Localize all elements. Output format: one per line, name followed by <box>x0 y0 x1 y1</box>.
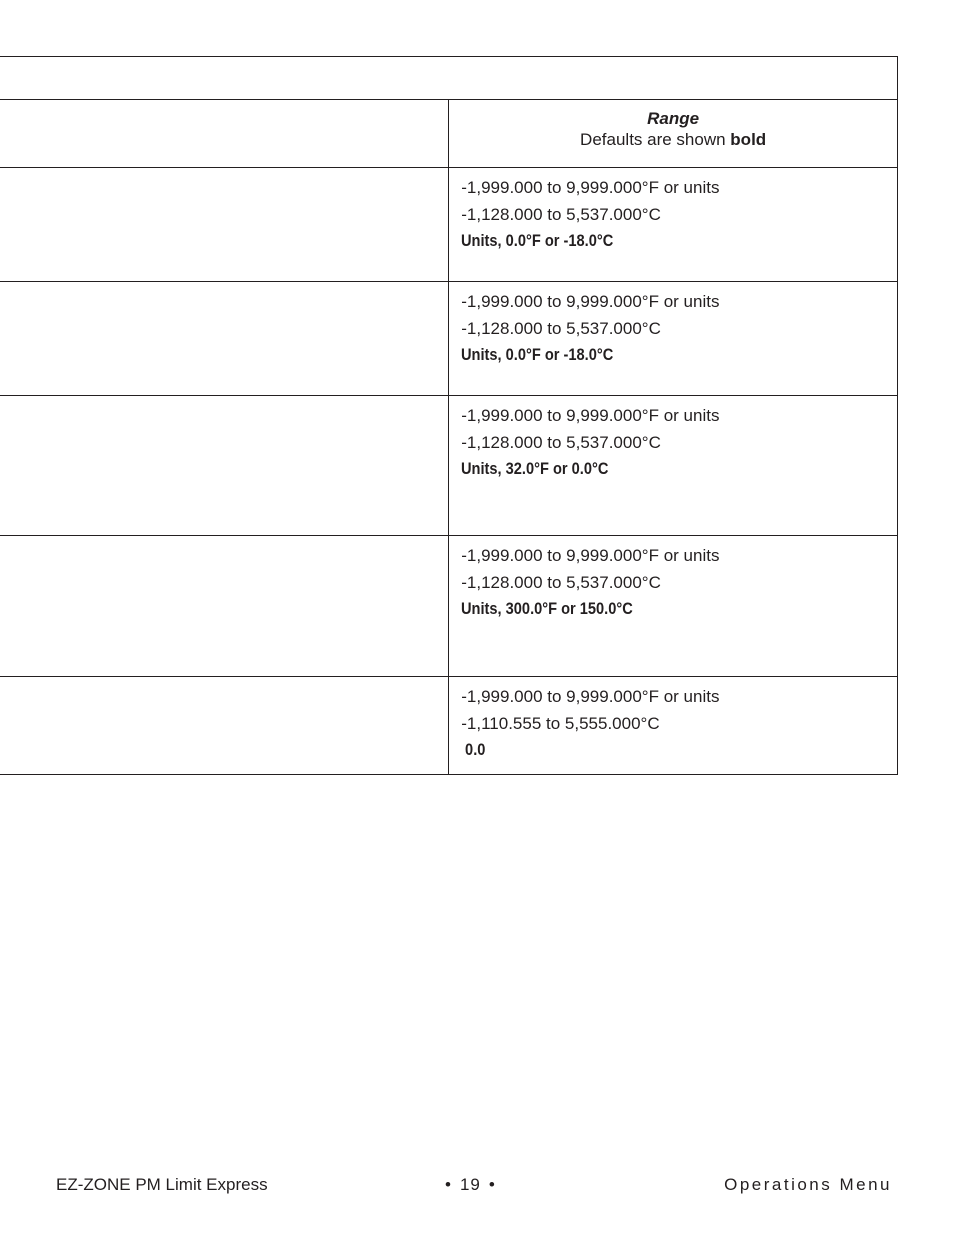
row-left-cell <box>0 677 449 775</box>
footer-page-number: 19 <box>459 1175 481 1194</box>
bullet-right: • <box>488 1175 496 1194</box>
table-title-row <box>0 57 898 100</box>
range-celsius: -1,110.555 to 5,555.000°C <box>461 713 660 733</box>
range-cell <box>449 282 898 396</box>
page-footer <box>0 1172 954 1198</box>
table-row <box>0 282 898 396</box>
range-fahrenheit: -1,999.000 to 9,999.000°F or units <box>461 687 720 706</box>
header-left-cell <box>0 100 449 168</box>
row-left-cell <box>0 282 449 396</box>
table-row <box>0 396 898 536</box>
range-fahrenheit: -1,999.000 to 9,999.000°F or units <box>461 178 720 197</box>
range-celsius: -1,128.000 to 5,537.000°C <box>461 318 661 338</box>
range-cell <box>449 168 898 282</box>
range-cell <box>449 536 898 677</box>
row-left-cell <box>0 168 449 282</box>
range-fahrenheit: -1,999.000 to 9,999.000°F or units <box>461 546 720 565</box>
range-default: Units, 0.0°F or -18.0°C <box>461 345 614 364</box>
range-celsius: -1,128.000 to 5,537.000°C <box>461 572 661 592</box>
range-default: Units, 300.0°F or 150.0°C <box>461 599 634 618</box>
table-row <box>0 677 898 775</box>
range-default: Units, 32.0°F or 0.0°C <box>461 459 609 478</box>
row-left-cell <box>0 396 449 536</box>
range-celsius: -1,128.000 to 5,537.000°C <box>461 432 661 452</box>
range-header-title: Range <box>647 109 700 128</box>
range-default: Units, 0.0°F or -18.0°C <box>461 231 614 250</box>
parameter-range-table <box>0 56 898 775</box>
range-default: 0.0 <box>461 740 486 759</box>
table-title-cell <box>0 57 898 100</box>
range-header-cell <box>449 100 898 168</box>
footer-product-name: EZ-ZONE PM Limit Express <box>56 1175 268 1194</box>
footer-page-number-group <box>437 1172 504 1198</box>
table-row <box>0 536 898 677</box>
table-row <box>0 168 898 282</box>
range-cell <box>449 396 898 536</box>
range-header-subtitle: Defaults are shown <box>580 130 731 149</box>
range-fahrenheit: -1,999.000 to 9,999.000°F or units <box>461 406 720 425</box>
table-header-row <box>0 100 898 168</box>
footer-section-name: Operations Menu <box>724 1175 892 1194</box>
range-cell <box>449 677 898 775</box>
range-celsius: -1,128.000 to 5,537.000°C <box>461 204 661 224</box>
range-fahrenheit: -1,999.000 to 9,999.000°F or units <box>461 292 720 311</box>
row-left-cell <box>0 536 449 677</box>
bullet-left: • <box>445 1175 452 1194</box>
range-header-subtitle-bold: bold <box>730 130 767 149</box>
